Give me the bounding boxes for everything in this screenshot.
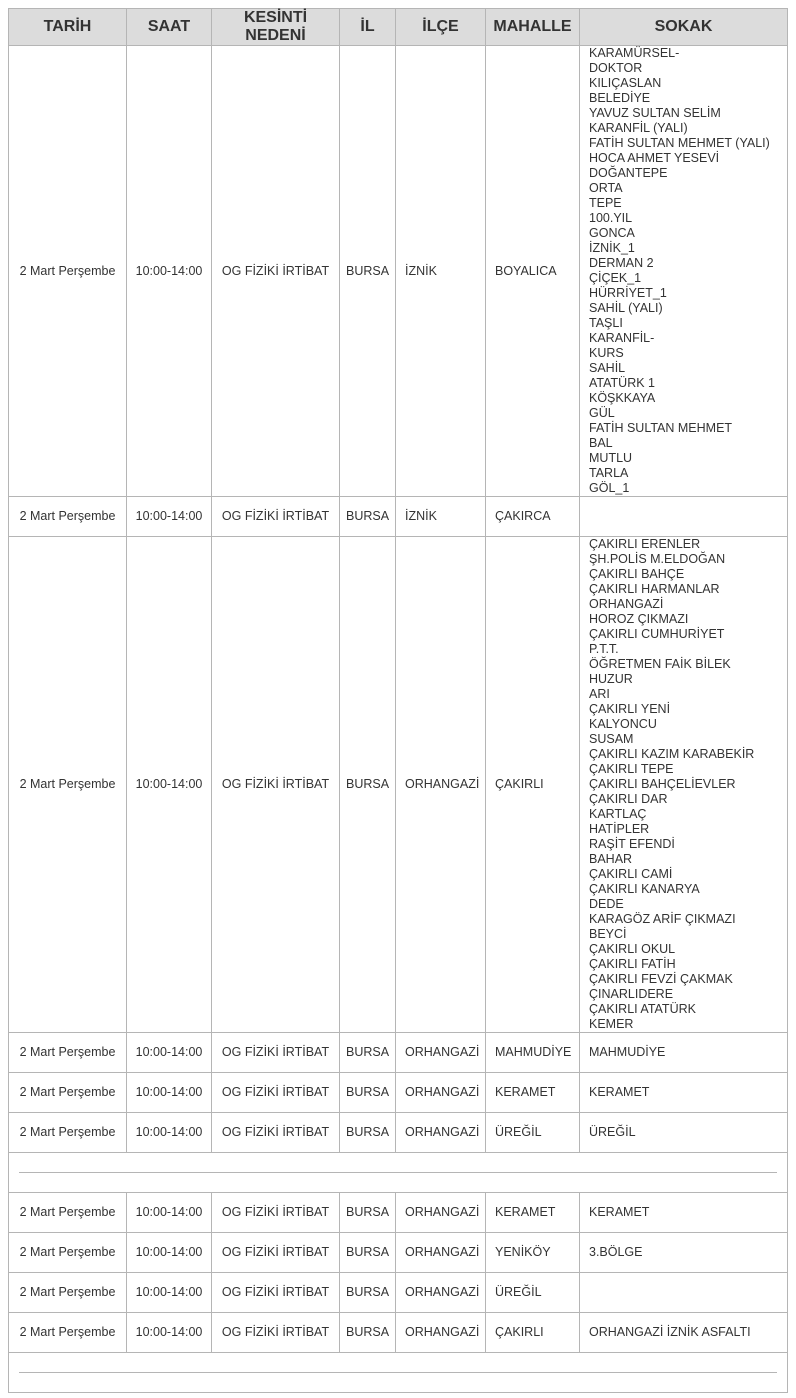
cell-kesinti-nedeni: OG FİZİKİ İRTİBAT: [212, 1273, 340, 1313]
street-item: ŞH.POLİS M.ELDOĞAN: [589, 552, 726, 566]
street-item: ÇAKIRLI BAHÇE: [589, 567, 685, 581]
street-item: FATİH SULTAN MEHMET: [589, 421, 733, 435]
street-item: MAHMUDİYE: [589, 1045, 666, 1059]
cell-sokak: [580, 1033, 788, 1073]
cell-sokak: [580, 1113, 788, 1153]
street-item: ÇAKIRLI BAHÇELİEVLER: [589, 777, 736, 791]
street-item: ORTA: [589, 181, 623, 195]
street-item: KILIÇASLAN: [589, 76, 662, 90]
street-item: ÖĞRETMEN FAİK BİLEK: [589, 657, 731, 671]
street-item: İZNİK_1: [589, 241, 635, 255]
cell-ilce: ORHANGAZİ: [396, 1313, 486, 1353]
street-item: KARANFİL (YALI): [589, 121, 688, 135]
cell-ilce: ORHANGAZİ: [396, 1033, 486, 1073]
street-item: KARTLAÇ: [589, 807, 647, 821]
header-row: [9, 9, 788, 46]
cell-ilce: İZNİK: [396, 46, 486, 497]
cell-tarih: 2 Mart Perşembe: [9, 1233, 127, 1273]
cell-kesinti-nedeni: OG FİZİKİ İRTİBAT: [212, 1073, 340, 1113]
cell-tarih: 2 Mart Perşembe: [9, 1073, 127, 1113]
cell-il: BURSA: [340, 1313, 396, 1353]
table-row: [9, 1113, 788, 1153]
street-list: [589, 46, 781, 496]
table-row: [9, 1313, 788, 1353]
street-item: ÇAKIRLI HARMANLAR: [589, 582, 720, 596]
cell-mahalle: ÜREĞİL: [486, 1113, 580, 1153]
street-item: YAVUZ SULTAN SELİM: [589, 106, 721, 120]
street-list: [589, 1245, 781, 1260]
cell-ilce: İZNİK: [396, 497, 486, 537]
street-item: ÇAKIRLI ERENLER: [589, 537, 701, 551]
header-ilce: İLÇE: [396, 9, 486, 46]
street-item: TAŞLI: [589, 316, 623, 330]
street-item: P.T.T.: [589, 642, 619, 656]
cell-saat: 10:00-14:00: [127, 1073, 212, 1113]
cell-mahalle: ÇAKIRCA: [486, 497, 580, 537]
separator-line: [19, 1372, 777, 1373]
street-item: FATİH SULTAN MEHMET (YALI): [589, 136, 770, 150]
cell-mahalle: KERAMET: [486, 1073, 580, 1113]
street-list: [589, 1045, 781, 1060]
cell-ilce: ORHANGAZİ: [396, 1073, 486, 1113]
street-item: ÇAKIRLI FEVZİ ÇAKMAK: [589, 972, 733, 986]
cell-sokak: [580, 1233, 788, 1273]
cell-il: BURSA: [340, 537, 396, 1033]
cell-kesinti-nedeni: OG FİZİKİ İRTİBAT: [212, 1313, 340, 1353]
street-item: BEYCİ: [589, 927, 627, 941]
cell-tarih: 2 Mart Perşembe: [9, 1113, 127, 1153]
cell-sokak: [580, 1193, 788, 1233]
street-item: ÇAKIRLI KAZIM KARABEKİR: [589, 747, 755, 761]
cell-il: BURSA: [340, 46, 396, 497]
street-item: ÇAKIRLI CUMHURİYET: [589, 627, 725, 641]
cell-il: BURSA: [340, 1033, 396, 1073]
table-row: [9, 1033, 788, 1073]
street-list: [589, 1125, 781, 1140]
street-item: MUTLU: [589, 451, 633, 465]
street-item: ORHANGAZİ: [589, 597, 664, 611]
cell-saat: 10:00-14:00: [127, 1033, 212, 1073]
cell-il: BURSA: [340, 1273, 396, 1313]
street-item: SAHİL: [589, 361, 626, 375]
cell-tarih: 2 Mart Perşembe: [9, 1033, 127, 1073]
cell-saat: 10:00-14:00: [127, 1193, 212, 1233]
header-il: İL: [340, 9, 396, 46]
cell-tarih: 2 Mart Perşembe: [9, 537, 127, 1033]
header-saat: SAAT: [127, 9, 212, 46]
outage-table: [8, 8, 788, 1393]
separator-line: [19, 1172, 777, 1173]
street-item: KURS: [589, 346, 624, 360]
cell-mahalle: ÇAKIRLI: [486, 537, 580, 1033]
street-item: SAHİL (YALI): [589, 301, 663, 315]
cell-kesinti-nedeni: OG FİZİKİ İRTİBAT: [212, 1033, 340, 1073]
cell-saat: 10:00-14:00: [127, 46, 212, 497]
cell-mahalle: BOYALICA: [486, 46, 580, 497]
cell-tarih: 2 Mart Perşembe: [9, 1193, 127, 1233]
street-item: ÇAKIRLI OKUL: [589, 942, 676, 956]
cell-il: BURSA: [340, 1233, 396, 1273]
cell-il: BURSA: [340, 1193, 396, 1233]
cell-saat: 10:00-14:00: [127, 537, 212, 1033]
cell-saat: 10:00-14:00: [127, 1113, 212, 1153]
street-item: SUSAM: [589, 732, 634, 746]
cell-kesinti-nedeni: OG FİZİKİ İRTİBAT: [212, 46, 340, 497]
separator-row: [9, 1153, 788, 1193]
cell-kesinti-nedeni: OG FİZİKİ İRTİBAT: [212, 537, 340, 1033]
cell-sokak: [580, 537, 788, 1033]
street-item: ATATÜRK 1: [589, 376, 655, 390]
cell-mahalle: ÇAKIRLI: [486, 1313, 580, 1353]
cell-mahalle: YENİKÖY: [486, 1233, 580, 1273]
header-tarih: TARİH: [9, 9, 127, 46]
cell-sokak: [580, 1313, 788, 1353]
street-item: BAHAR: [589, 852, 633, 866]
street-item: HÜRRİYET_1: [589, 286, 667, 300]
street-item: GONCA: [589, 226, 635, 240]
cell-tarih: 2 Mart Perşembe: [9, 1273, 127, 1313]
cell-sokak: [580, 497, 788, 537]
street-item: ÇAKIRLI TEPE: [589, 762, 674, 776]
street-item: ÇİÇEK_1: [589, 271, 642, 285]
street-item: KÖŞKKAYA: [589, 391, 656, 405]
cell-kesinti-nedeni: OG FİZİKİ İRTİBAT: [212, 497, 340, 537]
street-item: KERAMET: [589, 1205, 650, 1219]
table-row: [9, 497, 788, 537]
cell-kesinti-nedeni: OG FİZİKİ İRTİBAT: [212, 1233, 340, 1273]
street-list: [589, 1085, 781, 1100]
cell-sokak: [580, 1073, 788, 1113]
street-item: TARLA: [589, 466, 629, 480]
street-item: ÇAKIRLI FATİH: [589, 957, 676, 971]
cell-saat: 10:00-14:00: [127, 1313, 212, 1353]
street-item: HUZUR: [589, 672, 633, 686]
street-item: KERAMET: [589, 1085, 650, 1099]
street-list: [589, 537, 781, 1032]
street-item: ÇAKIRLI YENİ: [589, 702, 671, 716]
cell-sokak: [580, 1273, 788, 1313]
street-item: HOROZ ÇIKMAZI: [589, 612, 689, 626]
street-item: KALYONCU: [589, 717, 657, 731]
street-item: DERMAN 2: [589, 256, 654, 270]
header-mahalle: MAHALLE: [486, 9, 580, 46]
street-item: ÇAKIRLI DAR: [589, 792, 668, 806]
cell-il: BURSA: [340, 1113, 396, 1153]
street-item: DOKTOR: [589, 61, 643, 75]
table-row: [9, 1193, 788, 1233]
street-item: ÜREĞİL: [589, 1125, 636, 1139]
cell-tarih: 2 Mart Perşembe: [9, 497, 127, 537]
street-item: GÖL_1: [589, 481, 630, 495]
street-item: BELEDİYE: [589, 91, 651, 105]
street-item: KARAGÖZ ARİF ÇIKMAZI: [589, 912, 736, 926]
cell-saat: 10:00-14:00: [127, 497, 212, 537]
cell-sokak: [580, 46, 788, 497]
header-kesinti-nedeni: KESİNTİ NEDENİ: [212, 9, 340, 46]
table-row: [9, 1073, 788, 1113]
cell-tarih: 2 Mart Perşembe: [9, 46, 127, 497]
cell-ilce: ORHANGAZİ: [396, 1113, 486, 1153]
street-item: GÜL: [589, 406, 615, 420]
street-item: TEPE: [589, 196, 622, 210]
street-item: ÇAKIRLI ATATÜRK: [589, 1002, 696, 1016]
table-row: [9, 1233, 788, 1273]
street-item: HOCA AHMET YESEVİ: [589, 151, 720, 165]
cell-saat: 10:00-14:00: [127, 1233, 212, 1273]
cell-mahalle: ÜREĞİL: [486, 1273, 580, 1313]
street-item: RAŞİT EFENDİ: [589, 837, 675, 851]
cell-mahalle: KERAMET: [486, 1193, 580, 1233]
street-item: DEDE: [589, 897, 624, 911]
table-row: [9, 46, 788, 497]
street-list: [589, 1325, 781, 1340]
separator-cell: [9, 1153, 788, 1193]
cell-mahalle: MAHMUDİYE: [486, 1033, 580, 1073]
street-item: ÇAKIRLI CAMİ: [589, 867, 673, 881]
street-list: [589, 1205, 781, 1220]
street-item: DOĞANTEPE: [589, 166, 668, 180]
street-item: BAL: [589, 436, 613, 450]
cell-ilce: ORHANGAZİ: [396, 1233, 486, 1273]
cell-tarih: 2 Mart Perşembe: [9, 1313, 127, 1353]
cell-ilce: ORHANGAZİ: [396, 1193, 486, 1233]
street-item: ÇAKIRLI KANARYA: [589, 882, 700, 896]
table-body: [9, 46, 788, 1393]
street-item: HATİPLER: [589, 822, 650, 836]
street-item: ÇINARLIDERE: [589, 987, 674, 1001]
table-row: [9, 537, 788, 1033]
table-row: [9, 1273, 788, 1313]
cell-saat: 10:00-14:00: [127, 1273, 212, 1313]
cell-ilce: ORHANGAZİ: [396, 537, 486, 1033]
street-item: ARI: [589, 687, 610, 701]
header-sokak: SOKAK: [580, 9, 788, 46]
cell-il: BURSA: [340, 497, 396, 537]
street-item: KARANFİL-: [589, 331, 655, 345]
street-item: KEMER: [589, 1017, 634, 1031]
cell-il: BURSA: [340, 1073, 396, 1113]
cell-ilce: ORHANGAZİ: [396, 1273, 486, 1313]
cell-kesinti-nedeni: OG FİZİKİ İRTİBAT: [212, 1113, 340, 1153]
separator-row: [9, 1353, 788, 1393]
street-item: 3.BÖLGE: [589, 1245, 643, 1259]
street-item: ORHANGAZİ İZNİK ASFALTI: [589, 1325, 751, 1339]
street-item: 100.YIL: [589, 211, 633, 225]
separator-cell: [9, 1353, 788, 1393]
street-item: KARAMÜRSEL-: [589, 46, 680, 60]
cell-kesinti-nedeni: OG FİZİKİ İRTİBAT: [212, 1193, 340, 1233]
